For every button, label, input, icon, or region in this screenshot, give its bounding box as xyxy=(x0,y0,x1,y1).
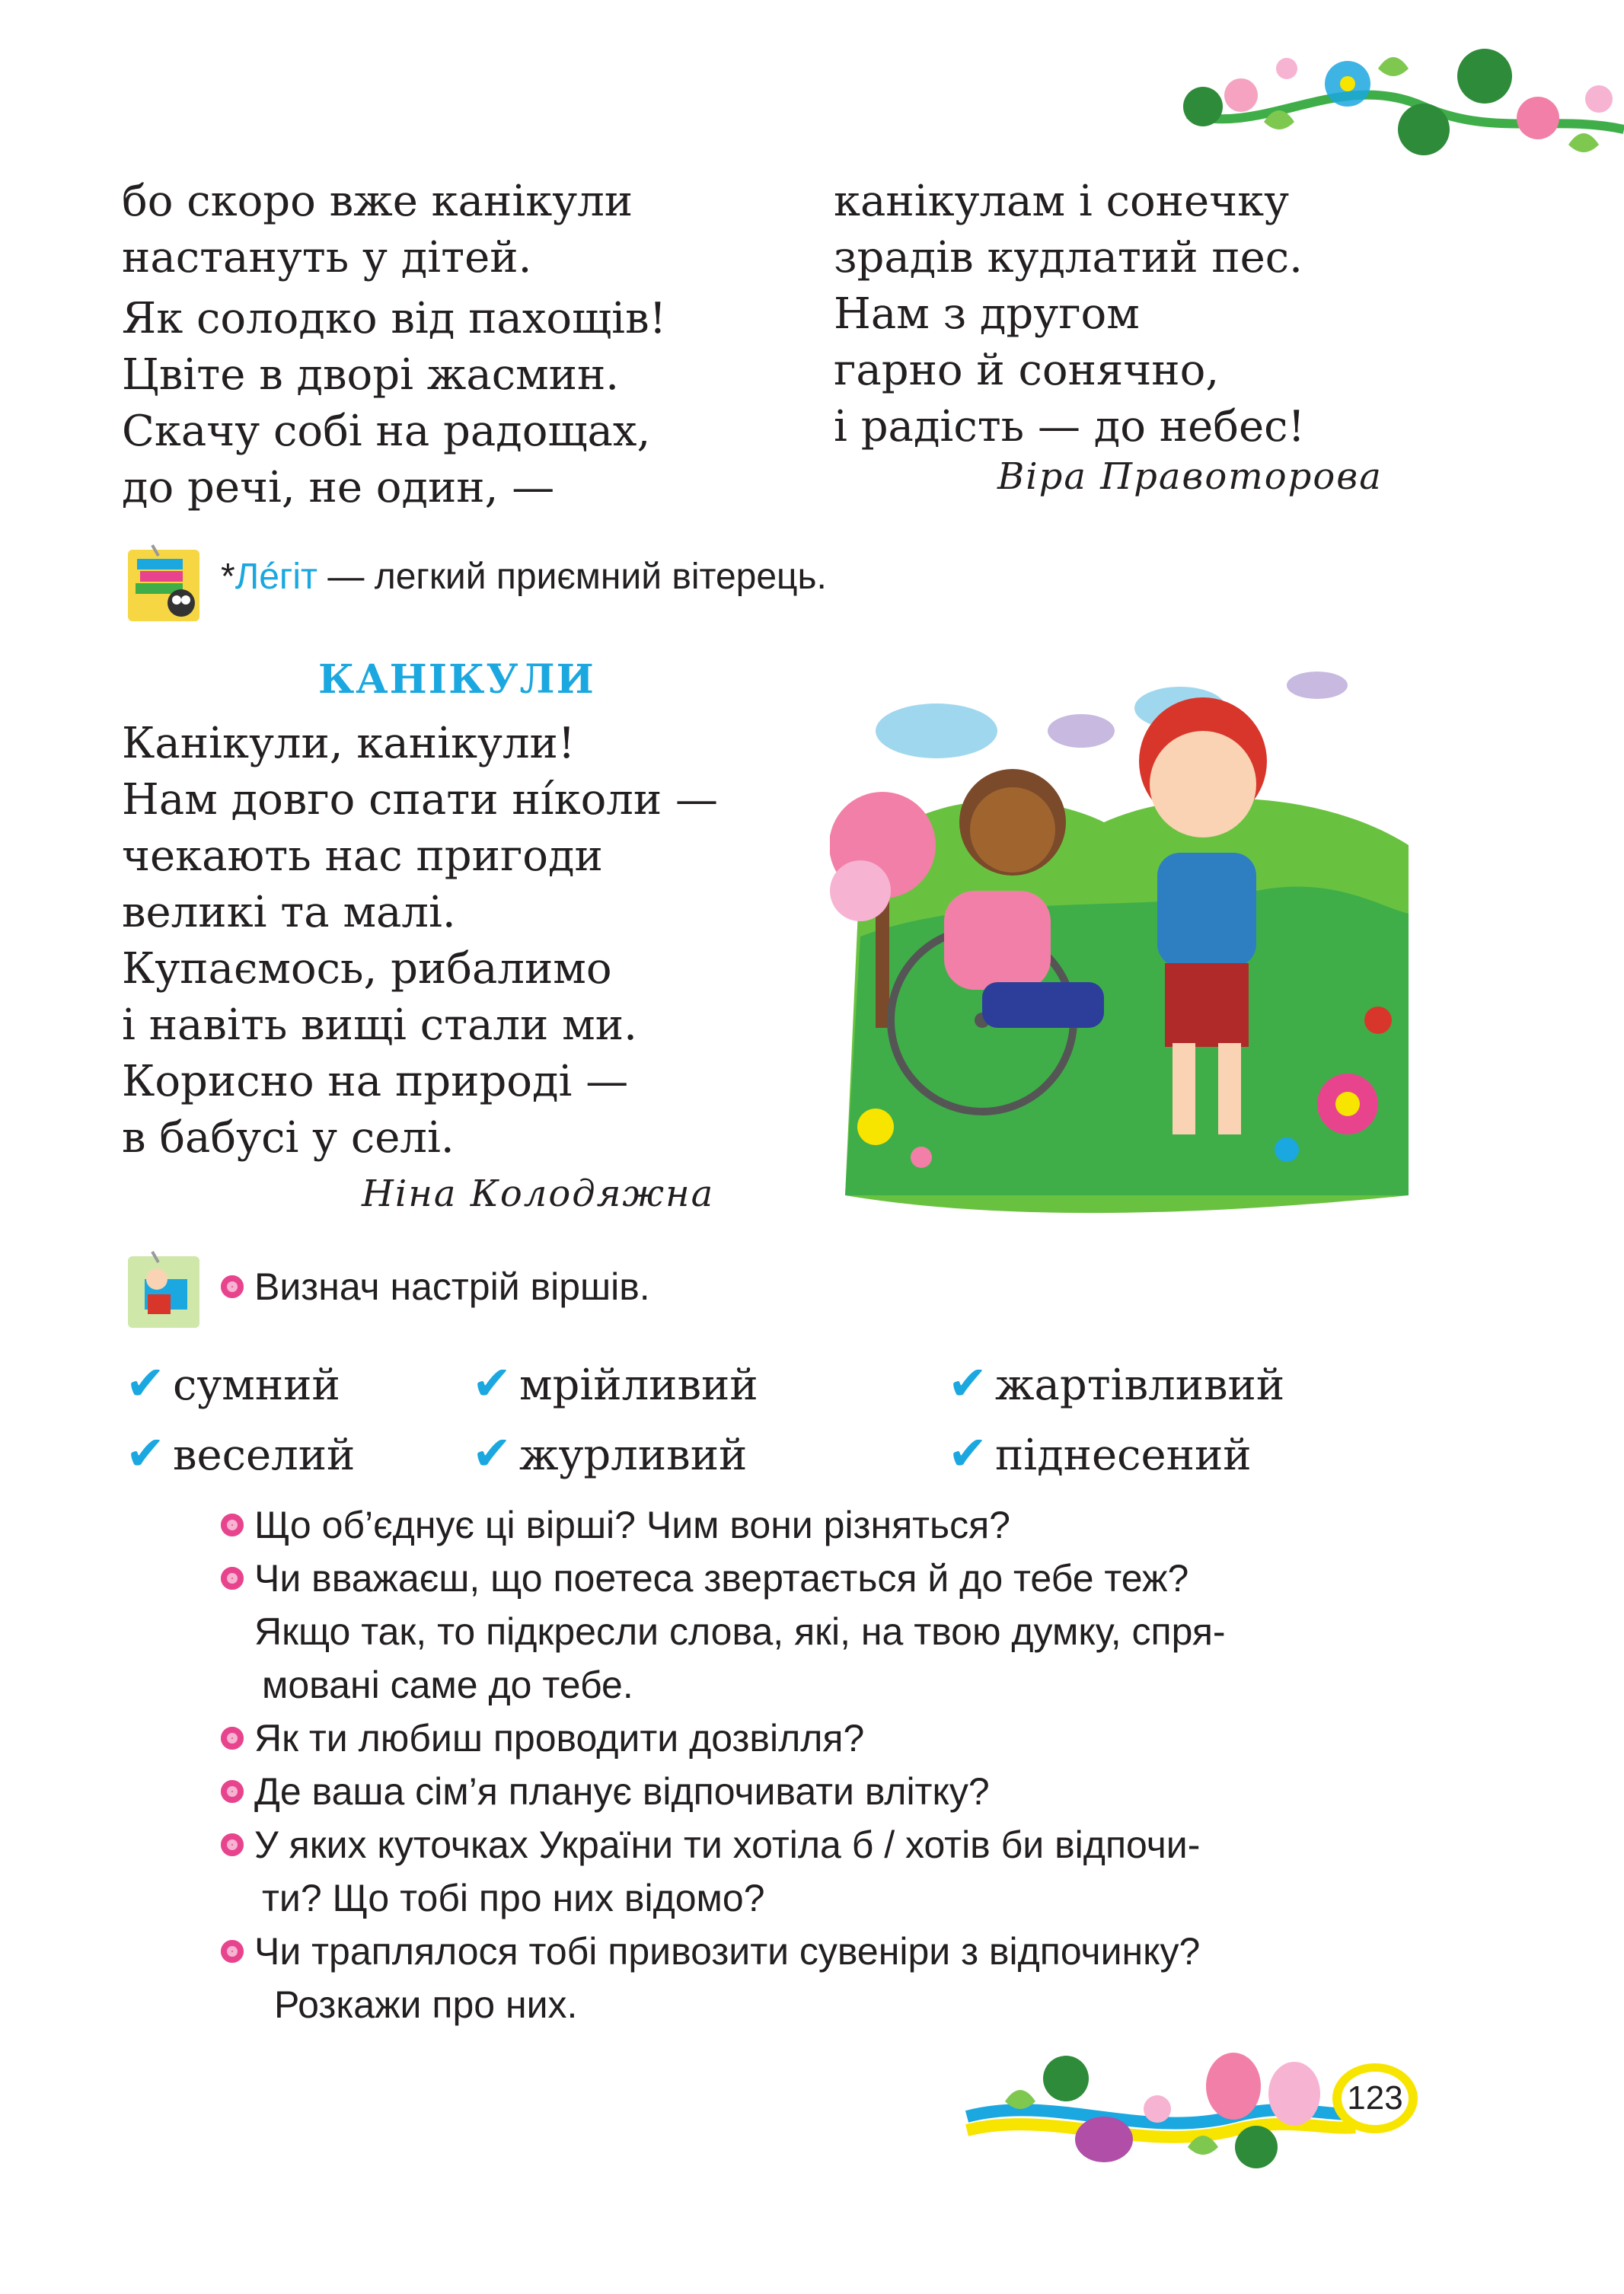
mood-option[interactable] xyxy=(948,1425,1252,1481)
poem-line: зрадів кудлатий пес. xyxy=(834,233,1303,282)
mood-option-label: мрійливий xyxy=(518,1361,758,1410)
poem-line: Канікули, канікули! xyxy=(122,719,576,768)
poem-line: бо скоро вже канікули xyxy=(122,177,633,226)
mood-option-label: сумний xyxy=(172,1361,340,1410)
footnote-term: Лéгіт xyxy=(235,557,318,597)
question-line: Як ти любиш проводити дозвілля? xyxy=(254,1717,865,1760)
poem1-author: Віра Правоторова xyxy=(997,455,1383,498)
bullet-icon xyxy=(221,1780,244,1803)
poem2-body xyxy=(122,716,718,1166)
poem-line: Корисно на природі — xyxy=(122,1057,629,1106)
question-line: Чи траплялося тобі привозити сувеніри з відпочинку? xyxy=(254,1930,1201,1973)
mood-option[interactable] xyxy=(126,1355,340,1411)
poem2-title: КАНІКУЛИ xyxy=(318,656,595,703)
checkmark-icon: ✔ xyxy=(948,1355,987,1411)
poem-line: Купаємось, рибалимо xyxy=(122,944,612,994)
question-item xyxy=(221,1765,1226,1818)
poem-line: і навіть вищі стали ми. xyxy=(122,1000,637,1050)
poem-line: Скачу собі на радощах, xyxy=(122,407,651,456)
question-line: мовані саме до тебе. xyxy=(262,1664,633,1706)
checkmark-icon: ✔ xyxy=(472,1355,512,1411)
question-item xyxy=(221,1818,1226,1925)
poem1-left-column xyxy=(122,174,666,516)
child-reading-note-icon xyxy=(122,1249,204,1331)
poem-line: в бабусі у селі. xyxy=(122,1113,455,1163)
footnote-definition: — легкий приємний вітерець. xyxy=(317,557,827,597)
questions-list xyxy=(221,1498,1226,2031)
question-item xyxy=(221,1498,1226,1552)
poem-line: чекають нас пригоди xyxy=(122,831,603,881)
poem1-right-column xyxy=(834,174,1305,455)
footnote-marker: * xyxy=(221,557,235,597)
mood-option-label: жартівливий xyxy=(994,1361,1285,1410)
task-prompt-text: Визнач настрій віршів. xyxy=(254,1265,650,1308)
checkmark-icon: ✔ xyxy=(472,1425,512,1481)
mood-option-label: журливий xyxy=(518,1431,748,1480)
checkmark-icon: ✔ xyxy=(126,1425,165,1481)
mood-options-row-1 xyxy=(126,1355,1420,1416)
page-number: 123 xyxy=(1347,2079,1403,2117)
poem2-author: Ніна Колодяжна xyxy=(362,1173,715,1215)
mood-option[interactable] xyxy=(948,1355,1284,1411)
question-line: Де ваша сім’я планує відпочивати влітку? xyxy=(254,1770,990,1813)
checkmark-icon: ✔ xyxy=(948,1425,987,1481)
footnote xyxy=(221,556,827,598)
poem-line: Нам з другом xyxy=(834,289,1140,339)
mood-options-row-2 xyxy=(126,1425,1420,1486)
question-line: Розкажи про них. xyxy=(274,1983,578,2026)
poem-line: гарно й сонячно, xyxy=(834,346,1220,395)
question-line: У яких куточках України ти хотіла б / хотів би відпочи- xyxy=(254,1823,1201,1866)
page-number-badge xyxy=(1332,2063,1418,2133)
poem-line: Нам довго спати нíколи — xyxy=(122,775,718,825)
mood-option[interactable] xyxy=(472,1425,747,1481)
poem-line: Цвіте в дворі жасмин. xyxy=(122,350,620,400)
question-item xyxy=(221,1925,1226,2031)
poem-line: настануть у дітей. xyxy=(122,233,532,282)
poem-line: і радість — до небес! xyxy=(834,402,1305,451)
question-line: Чи вважаєш, що поетеса звертається й до тебе теж? xyxy=(254,1557,1189,1600)
poem-line: канікулам і сонечку xyxy=(834,177,1290,226)
question-item xyxy=(221,1712,1226,1765)
poem-line: до речі, не один, — xyxy=(122,463,555,512)
poem-line: великі та малі. xyxy=(122,888,456,937)
question-item xyxy=(221,1552,1226,1712)
question-line: Що об’єднує ці вірші? Чим вони різняться? xyxy=(254,1504,1010,1546)
poem-line: Як солодко від пахощів! xyxy=(122,294,667,343)
question-line: ти? Що тобі про них відомо? xyxy=(262,1877,765,1919)
mood-option-label: піднесений xyxy=(994,1431,1252,1480)
bullet-icon xyxy=(221,1727,244,1750)
mood-option[interactable] xyxy=(472,1355,758,1411)
bullet-icon xyxy=(221,1514,244,1536)
mood-option-label: веселий xyxy=(172,1431,356,1480)
mood-option[interactable] xyxy=(126,1425,355,1481)
bullet-icon xyxy=(221,1940,244,1963)
question-line: Якщо так, то підкресли слова, які, на твою думку, спря- xyxy=(254,1610,1226,1653)
floral-garland-icon xyxy=(1173,23,1624,175)
checkmark-icon: ✔ xyxy=(126,1355,165,1411)
task-prompt xyxy=(221,1260,650,1313)
kids-wheelchair-illustration xyxy=(830,662,1424,1226)
bullet-icon xyxy=(221,1275,244,1298)
bullet-icon xyxy=(221,1833,244,1856)
books-owl-note-icon xyxy=(122,542,204,624)
bullet-icon xyxy=(221,1567,244,1590)
